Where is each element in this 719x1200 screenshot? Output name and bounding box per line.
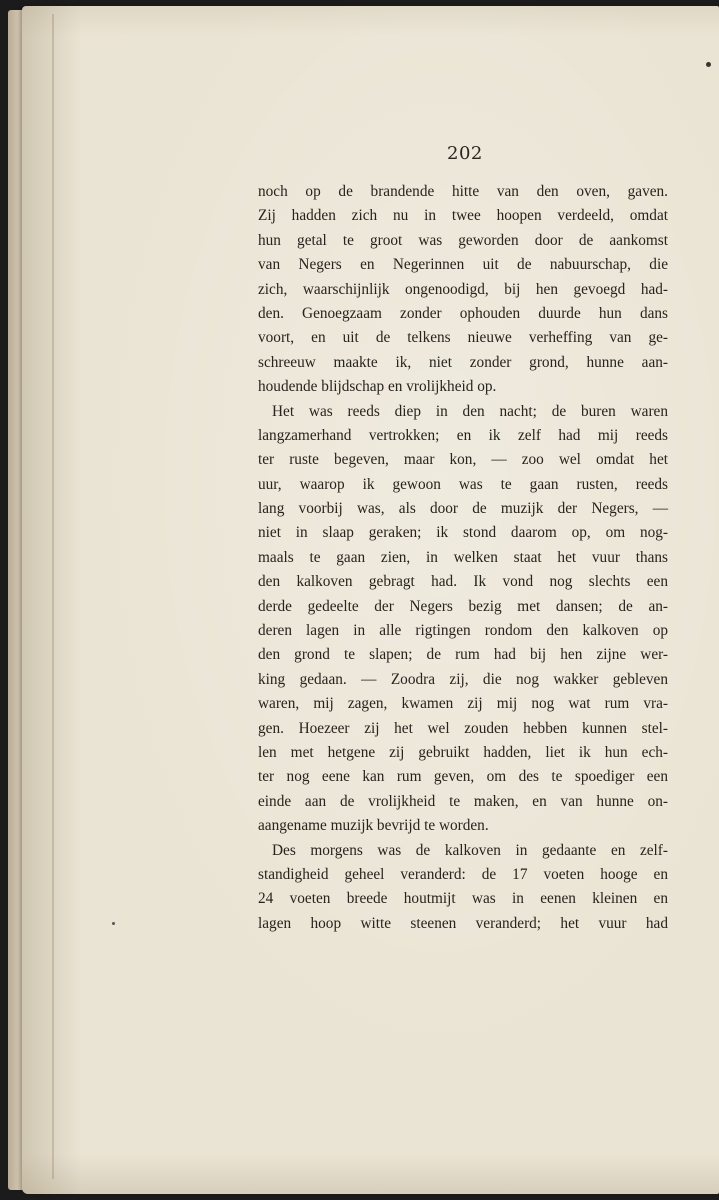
body-text bbox=[258, 180, 668, 936]
text-line: niet in slaap geraken; ik stond daarom op, om nog- bbox=[258, 524, 668, 542]
text-line: king gedaan. — Zoodra zij, die nog wakker gebleven bbox=[258, 670, 668, 688]
text-line: voort, en uit de telkens nieuwe verheffing van ge- bbox=[258, 329, 668, 347]
text-line: den kalkoven gebragt had. Ik vond nog slechts een bbox=[258, 573, 668, 591]
text-line: einde aan de vrolijkheid te maken, en van hunne on- bbox=[258, 792, 668, 810]
text-line: noch op de brandende hitte van den oven, gaven. bbox=[258, 183, 668, 200]
text-line: houdende blijdschap en vrolijkheid op. bbox=[258, 378, 497, 396]
text-line: hun getal te groot was geworden door de aankomst bbox=[258, 231, 668, 249]
text-line: gen. Hoezeer zij het wel zouden hebben kunnen stel- bbox=[258, 719, 668, 737]
page-number: 202 bbox=[447, 143, 483, 164]
text-line: ter nog eene kan rum geven, om des te spoediger een bbox=[258, 768, 668, 786]
text-line: uur, waarop ik gewoon was te gaan rusten, reeds bbox=[258, 475, 668, 493]
text-line: schreeuw maakte ik, niet zonder grond, hunne aan- bbox=[258, 353, 668, 371]
text-line: derde gedeelte der Negers bezig met dansen; de an- bbox=[258, 597, 668, 615]
text-line: lagen hoop witte steenen veranderd; het vuur had bbox=[258, 914, 668, 932]
margin-dot bbox=[112, 922, 115, 925]
ink-spot bbox=[706, 62, 711, 67]
text-line: Des morgens was de kalkoven in gedaante en zelf- bbox=[272, 841, 668, 859]
text-line: den. Genoegzaam zonder ophouden duurde hun dans bbox=[258, 304, 668, 322]
text-line: aangename muzijk bevrijd te worden. bbox=[258, 817, 489, 835]
text-line: deren lagen in alle rigtingen rondom den kalkoven op bbox=[258, 622, 668, 640]
text-line: 24 voeten breede houtmijt was in eenen kleinen en bbox=[258, 890, 668, 908]
text-line: zich, waarschijnlijk ongenoodigd, bij hen gevoegd had- bbox=[258, 280, 668, 298]
text-line: ter ruste begeven, maar kon, — zoo wel omdat het bbox=[258, 451, 668, 469]
text-line: den grond te slapen; de rum had bij hen zijne wer- bbox=[258, 646, 668, 664]
text-line: waren, mij zagen, kwamen zij mij nog wat rum vra- bbox=[258, 695, 668, 713]
text-line: langzamerhand vertrokken; en ik zelf had mij reeds bbox=[258, 426, 668, 444]
text-line: lang voorbij was, als door de muzijk der Negers, — bbox=[258, 500, 668, 518]
text-line: standigheid geheel veranderd: de 17 voeten hooge en bbox=[258, 865, 668, 883]
binding-fold-line bbox=[52, 14, 54, 1179]
text-line: Het was reeds diep in den nacht; de buren waren bbox=[272, 402, 668, 420]
text-line: maals te gaan zien, in welken staat het vuur thans bbox=[258, 548, 668, 566]
text-line: Zij hadden zich nu in twee hoopen verdeeld, omdat bbox=[258, 207, 668, 225]
text-line: len met hetgene zij gebruikt hadden, liet ik hun ech- bbox=[258, 743, 668, 761]
text-line: van Negers en Negerinnen uit de nabuurschap, die bbox=[258, 256, 668, 274]
